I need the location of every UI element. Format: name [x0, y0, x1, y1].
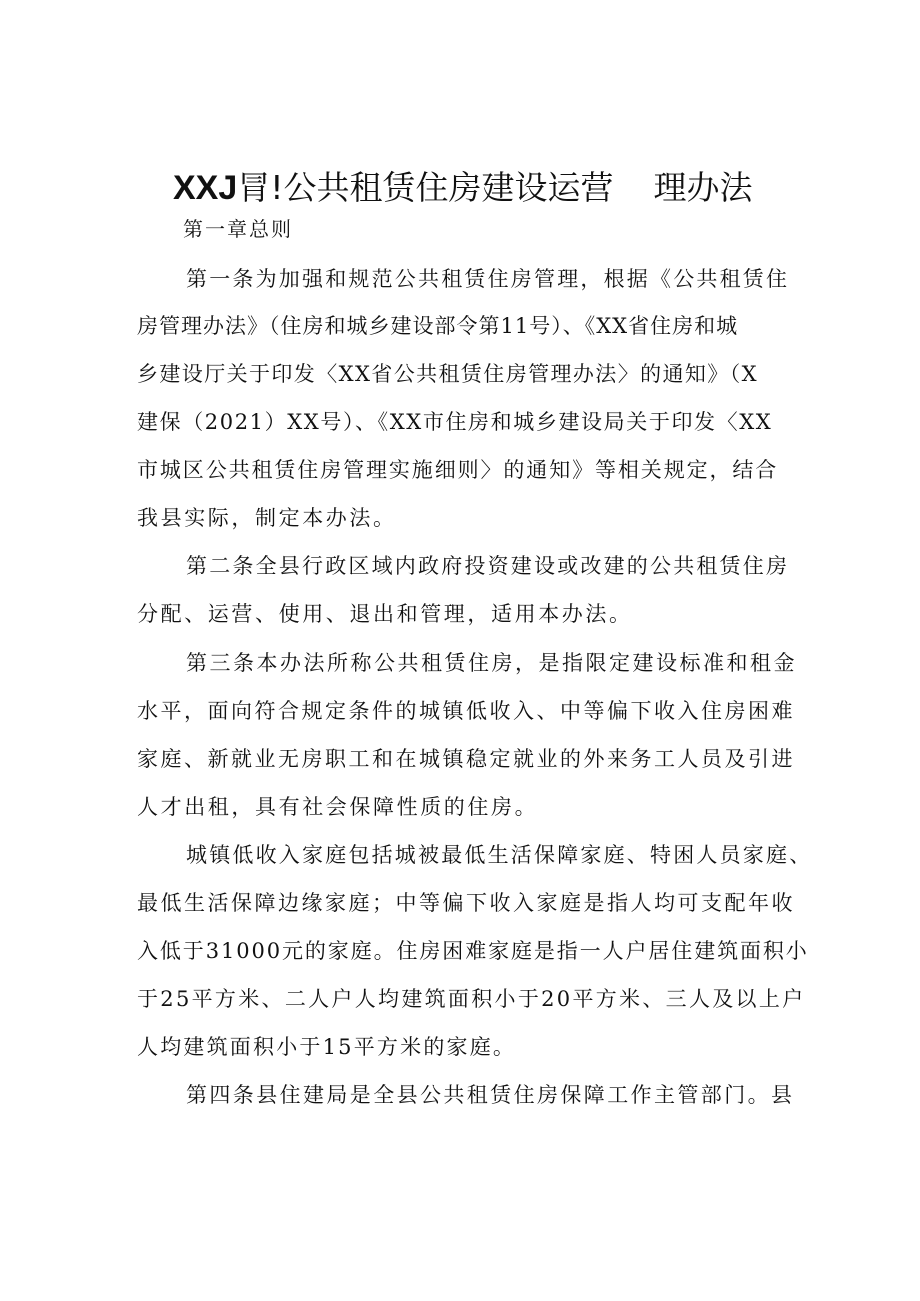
title-glyph: 冐 — [237, 168, 271, 207]
document-title — [173, 163, 773, 213]
paragraph-line: 我县实际，制定本办法。 — [137, 506, 397, 530]
paragraph-line: 最低生活保障边缘家庭；中等偏下收入家庭是指人均可支配年收 — [137, 891, 795, 915]
paragraph-line: 建保（2021）XX号）、《XX市住房和城乡建设局关于印发〈XX — [137, 410, 773, 434]
paragraph-line: 分配、运营、使用、退出和管理，适用本办法。 — [137, 602, 633, 626]
title-part1: !公共租赁住房建设运营 — [270, 168, 614, 207]
paragraph-line: 第三条本办法所称公共租赁住房，是指限定建设标准和租金 — [186, 651, 797, 675]
chapter-heading: 第一章总则 — [183, 217, 293, 241]
paragraph-line: 城镇低收入家庭包括城被最低生活保障家庭、特困人员家庭、 — [186, 843, 813, 867]
paragraph-line: 第二条全县行政区域内政府投资建设或改建的公共租赁住房 — [186, 554, 790, 578]
paragraph-line: 入低于31000元的家庭。住房困难家庭是指一人户居住建筑面积小 — [137, 939, 809, 963]
paragraph-line: 家庭、新就业无房职工和在城镇稳定就业的外来务工人员及引进 — [137, 747, 795, 771]
paragraph-line: 市城区公共租赁住房管理实施细则〉的通知》等相关规定，结合 — [137, 458, 779, 482]
paragraph-line: 人均建筑面积小于15平方米的家庭。 — [137, 1035, 517, 1059]
paragraph-line: 于25平方米、二人户人均建筑面积小于20平方米、三人及以上户 — [137, 987, 806, 1011]
paragraph-line: 房管理办法》（住房和城乡建设部令第11号）、《XX省住房和城 — [137, 314, 739, 338]
paragraph-line: 第一条为加强和规范公共租赁住房管理，根据《公共租赁住 — [186, 267, 790, 291]
title-latin: XXJ — [173, 169, 238, 207]
paragraph-line: 乡建设厅关于印发〈XX省公共租赁住房管理办法〉的通知》（X — [137, 362, 758, 386]
paragraph-line: 水平，面向符合规定条件的城镇低收入、中等偏下收入住房困难 — [137, 699, 795, 723]
title-part2: 理办法 — [653, 168, 753, 207]
paragraph-line: 人才出租，具有社会保障性质的住房。 — [137, 795, 539, 819]
paragraph-line: 第四条县住建局是全县公共租赁住房保障工作主管部门。县 — [186, 1083, 795, 1107]
